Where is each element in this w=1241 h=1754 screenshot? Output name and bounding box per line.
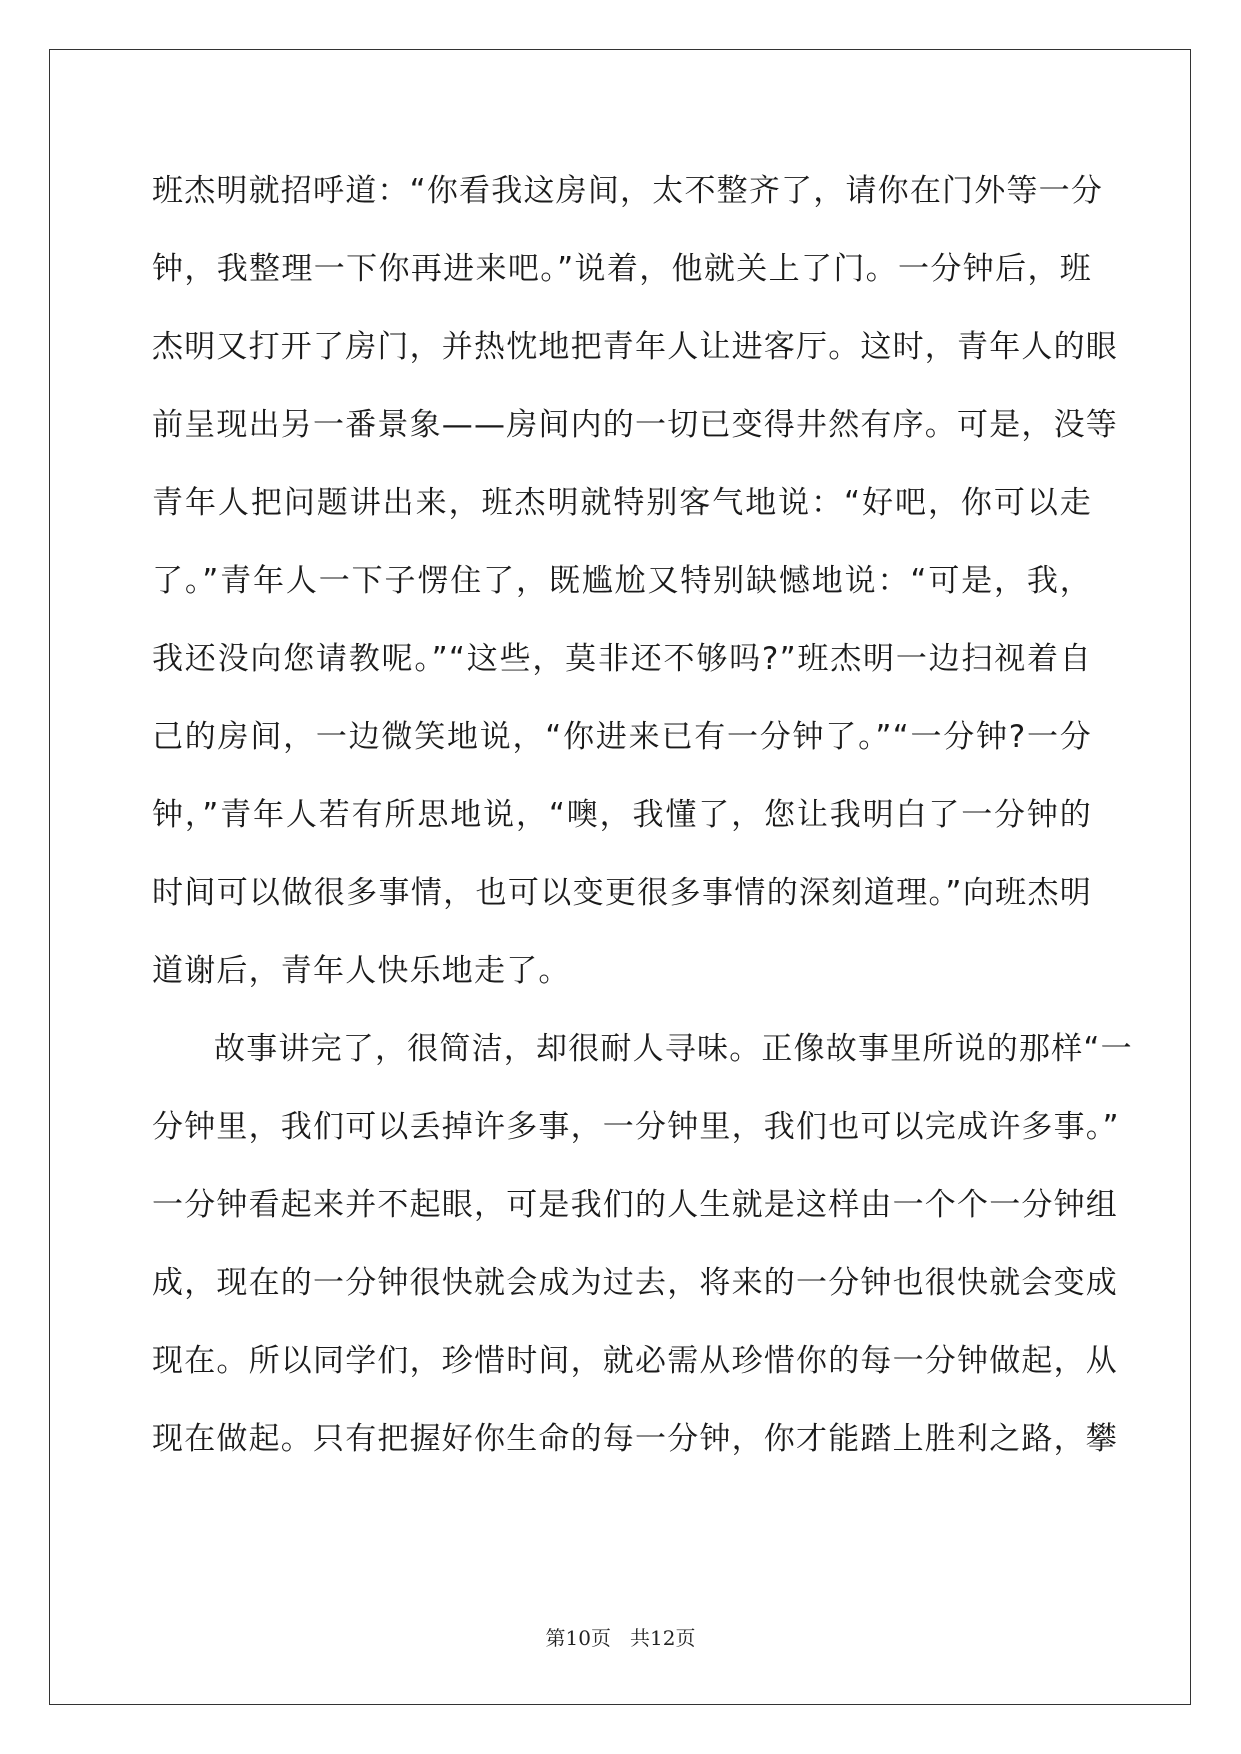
text-line: 现在做起。只有把握好你生命的每一分钟，你才能踏上胜利之路，攀 bbox=[152, 1421, 1118, 1457]
text-line: 己的房间，一边微笑地说，“你进来已有一分钟了。”“一分钟?一分 bbox=[152, 719, 1092, 755]
text-line: 现在。所以同学们，珍惜时间，就必需从珍惜你的每一分钟做起，从 bbox=[152, 1343, 1118, 1379]
text-line: 青年人把问题讲出来，班杰明就特别客气地说：“好吧，你可以走 bbox=[152, 485, 1092, 521]
text-line: 钟，”青年人若有所思地说，“噢，我懂了，您让我明白了一分钟的 bbox=[152, 797, 1092, 833]
text-line: 了。”青年人一下子愣住了，既尴尬又特别缺憾地说：“可是，我， bbox=[152, 563, 1092, 599]
page-number: 第10页 bbox=[545, 1626, 611, 1650]
text-line: 钟，我整理一下你再进来吧。”说着，他就关上了门。一分钟后，班 bbox=[152, 251, 1092, 287]
document-body bbox=[152, 152, 1133, 1478]
text-line: 班杰明就招呼道：“你看我这房间，太不整齐了，请你在门外等一分 bbox=[152, 173, 1104, 209]
text-line: 我还没向您请教呢。”“这些，莫非还不够吗?”班杰明一边扫视着自 bbox=[152, 641, 1092, 677]
page-footer bbox=[0, 1622, 1241, 1651]
page-total: 共12页 bbox=[630, 1626, 696, 1650]
paragraph-first-line: 故事讲完了，很简洁，却很耐人寻味。正像故事里所说的那样“一 bbox=[214, 1031, 1133, 1067]
text-line: 杰明又打开了房门，并热忱地把青年人让进客厅。这时，青年人的眼 bbox=[152, 329, 1118, 365]
text-line: 前呈现出另一番景象——房间内的一切已变得井然有序。可是，没等 bbox=[152, 407, 1118, 443]
text-line: 一分钟看起来并不起眼，可是我们的人生就是这样由一个个一分钟组 bbox=[152, 1187, 1118, 1223]
text-line: 分钟里，我们可以丢掉许多事，一分钟里，我们也可以完成许多事。” bbox=[152, 1109, 1120, 1145]
text-line: 成，现在的一分钟很快就会成为过去，将来的一分钟也很快就会变成 bbox=[152, 1265, 1118, 1301]
text-line: 道谢后，青年人快乐地走了。 bbox=[152, 953, 571, 989]
text-line: 时间可以做很多事情，也可以变更很多事情的深刻道理。”向班杰明 bbox=[152, 875, 1092, 911]
